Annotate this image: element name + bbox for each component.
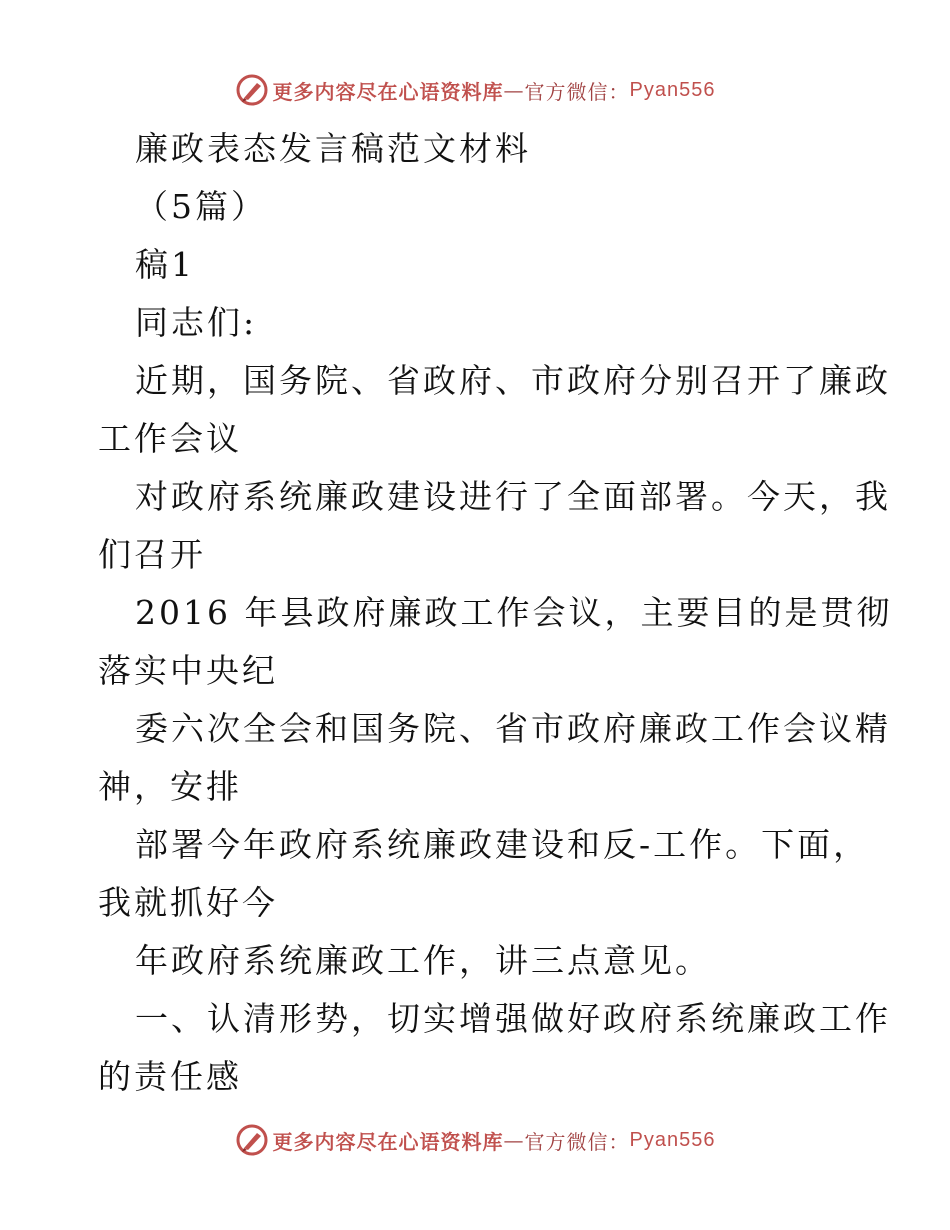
- watermark-separator: —: [503, 1128, 525, 1152]
- paragraph-line: 我就抓好今: [98, 883, 278, 922]
- document-title: 廉政表态发言稿范文材料: [135, 129, 531, 168]
- document-subtitle: （5篇）: [135, 187, 267, 226]
- paragraph-line: 落实中央纪: [98, 651, 278, 690]
- paragraph-line: 对政府系统廉政建设进行了全面部署。今天，我: [135, 477, 891, 516]
- pen-logo-icon: [235, 1123, 269, 1157]
- watermark-site-text: 更多内容尽在心语资料库: [272, 1129, 504, 1154]
- watermark-site-text: 更多内容尽在心语资料库: [272, 79, 504, 104]
- paragraph-line: 部署今年政府系统廉政建设和反-工作。下面，: [135, 825, 870, 864]
- paragraph-line: 委六次全会和国务院、省市政府廉政工作会议精: [135, 709, 891, 748]
- watermark-account: Pyan556: [629, 1128, 716, 1151]
- pen-logo-icon: [235, 73, 269, 107]
- paragraph-line: 工作会议: [98, 419, 242, 458]
- watermark-banner-top: [0, 70, 950, 110]
- watermark-label: 官方微信：: [524, 1129, 630, 1154]
- salutation: 同志们:: [135, 303, 258, 342]
- paragraph-line: 们召开: [98, 535, 206, 574]
- paragraph-line: 2016 年县政府廉政工作会议，主要目的是贯彻: [135, 593, 893, 632]
- paragraph-line: 年政府系统廉政工作，讲三点意见。: [135, 941, 711, 980]
- paragraph-line: 近期，国务院、省政府、市政府分别召开了廉政: [135, 361, 891, 400]
- watermark-separator: —: [503, 78, 525, 102]
- paragraph-line: 神，安排: [98, 767, 242, 806]
- watermark-banner-bottom: [0, 1120, 950, 1160]
- watermark-account: Pyan556: [629, 78, 716, 101]
- section-title-continued: 的责任感: [98, 1057, 242, 1096]
- document-body: [98, 120, 893, 1106]
- watermark-label: 官方微信：: [524, 79, 630, 104]
- section-title: 一、认清形势，切实增强做好政府系统廉政工作: [135, 999, 891, 1038]
- section-heading: 稿1: [135, 245, 195, 284]
